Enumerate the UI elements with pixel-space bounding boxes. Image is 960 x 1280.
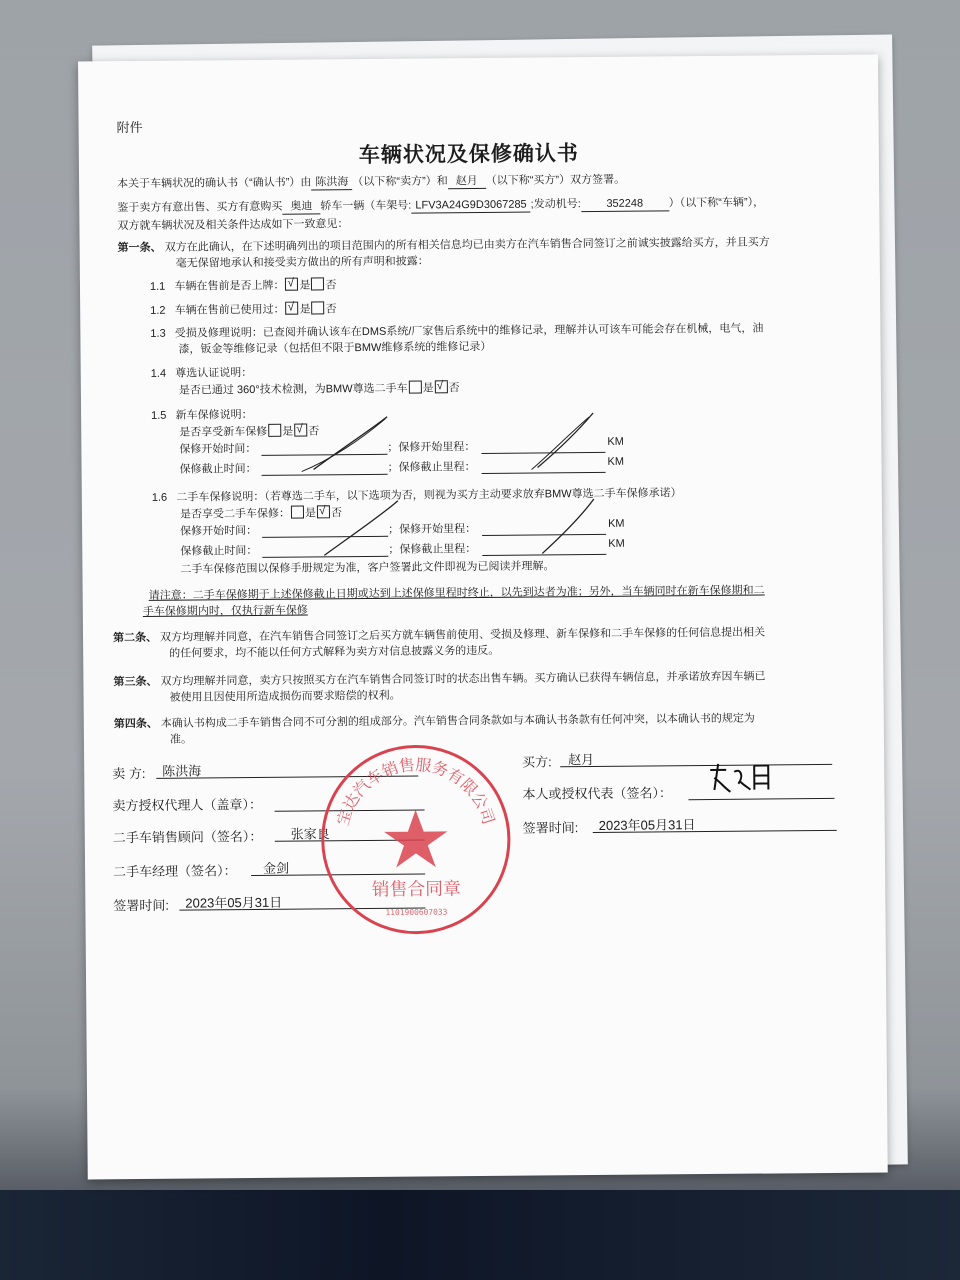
intro-text-c: （以下称“买方”）双方签署。 bbox=[485, 173, 626, 187]
item-1-3-num: 1.3 bbox=[150, 327, 166, 340]
attachment-label: 附件 bbox=[116, 119, 143, 136]
item-1-3-text-2: 漆，钣金等维修记录（包括但不限于BMW维修系统的维修记录） bbox=[178, 340, 492, 356]
item-1-4-line-1 bbox=[151, 366, 253, 381]
buyer-value: 赵月 bbox=[568, 752, 595, 768]
intro-line-3: 双方就车辆状况及相关条件达成如下一致意见： bbox=[117, 218, 349, 233]
signature-stroke-1 bbox=[710, 764, 730, 792]
strike-mark-1-6-left bbox=[324, 501, 398, 556]
item-1-5-start-km-label: ；保修开始里程： bbox=[387, 441, 476, 454]
item-1-6-end-km-unit: KM bbox=[608, 537, 625, 550]
item-1-4-title: 尊选认证说明： bbox=[175, 366, 253, 380]
intro-text-f: ;发动机号: bbox=[530, 198, 581, 211]
item-1-5-start-time-label: 保修开始时间： bbox=[179, 442, 257, 456]
item-1-1-yes-checkbox[interactable] bbox=[285, 278, 298, 291]
seller-date-label: 签署时间: bbox=[113, 897, 170, 914]
buyer-field[interactable] bbox=[560, 763, 832, 767]
item-1-5-yes-checkbox[interactable] bbox=[268, 424, 281, 437]
item-1-6-end-km-label: ；保修截止里程： bbox=[388, 543, 477, 556]
item-1-5-title: 新车保修说明： bbox=[175, 408, 253, 422]
item-1-5-question bbox=[179, 423, 319, 439]
article4-label: 第四条、 bbox=[113, 717, 158, 731]
seller-value: 陈洪海 bbox=[162, 763, 202, 779]
article1-line-1 bbox=[118, 235, 770, 255]
intro-line-1 bbox=[117, 173, 625, 192]
item-1-5-yes-label: 是 bbox=[282, 425, 294, 438]
item-1-6-scope: 二手车保修范围以保修手册规定为准，客户签署此文件即视为已阅读并理解。 bbox=[180, 560, 555, 576]
item-1-1 bbox=[150, 277, 337, 294]
article2-text-2: 的任何要求，均不能以任何方式解释为卖方对信息披露义务的违反。 bbox=[169, 644, 500, 660]
company-seal-stamp bbox=[316, 740, 516, 940]
intro-text-a: 本关于车辆状况的确认书（“确认书”）由 bbox=[117, 176, 312, 191]
item-1-4-text: 是否已通过 360°技术检测，为BMW尊选二手车 bbox=[178, 382, 408, 397]
item-1-2 bbox=[150, 301, 337, 318]
item-1-6-yes-label: 是 bbox=[304, 507, 317, 520]
item-1-6-title: 二手车保修说明：（若尊选二手车，以下选项为否，则视为买方主动要求放弃BMW尊选二手车保修承诺） bbox=[176, 487, 682, 504]
buyer-label: 买方: bbox=[522, 754, 552, 770]
stamp-code: 1101900607033 bbox=[385, 907, 448, 918]
buyer-date-label: 签署时间: bbox=[522, 820, 579, 836]
item-1-5-line-1 bbox=[151, 408, 253, 423]
item-1-1-yes-label: 是 bbox=[299, 279, 311, 292]
item-1-4-num: 1.4 bbox=[150, 367, 167, 380]
document-page bbox=[78, 55, 888, 1180]
floor-background bbox=[0, 1190, 960, 1280]
item-1-2-text: 车辆在售前已使用过： bbox=[174, 303, 285, 317]
manager-label: 二手车经理（签名）： bbox=[113, 863, 237, 880]
intro-text-g: ）（以下称“车辆”）， bbox=[668, 196, 765, 210]
item-1-6-start-time-label: 保修开始时间： bbox=[180, 524, 258, 538]
item-1-6-start-km-unit: KM bbox=[608, 517, 625, 530]
item-1-1-no-checkbox[interactable] bbox=[311, 277, 324, 290]
article4-text-2: 准。 bbox=[169, 733, 192, 746]
strike-mark-1-5-right-b bbox=[531, 417, 589, 470]
stamp-center-text: 销售合同章 bbox=[371, 878, 461, 901]
article1-text-1: 双方在此确认，在下述明确列出的项目范围内的所有相关信息均已由卖方在汽车销售合同签订之前诚实披露给买方，并且买方 bbox=[164, 236, 770, 254]
intro-text-b: （以下称“卖方”）和 bbox=[352, 175, 448, 189]
item-1-3-text-1: 受损及修理说明：已查阅并确认该车在DMS系统/厂家售后系统中的维修记录，理解并认可该车可能会存在机械，电气，油 bbox=[174, 322, 764, 340]
buyer-rep-label: 本人或授权代表（签名）： bbox=[522, 785, 673, 802]
item-1-2-no-label: 否 bbox=[325, 303, 337, 316]
intro-text-e: 轿车一辆（车架号: bbox=[320, 199, 412, 213]
article3-label: 第三条、 bbox=[113, 675, 158, 689]
item-1-2-yes-checkbox[interactable] bbox=[286, 302, 299, 315]
item-1-4-yes-label: 是 bbox=[422, 382, 434, 395]
item-1-4-no-checkbox[interactable] bbox=[435, 380, 448, 393]
article4-line-1 bbox=[114, 712, 755, 732]
article3-text-1: 双方均理解并同意，卖方只按照买方在汽车销售合同签订时的状态出售车辆。买方确认已获得车辆信息，并承诺放弃因车辆已 bbox=[160, 670, 766, 688]
item-1-1-text: 车辆在售前是否上牌： bbox=[174, 279, 285, 293]
article3-line-1 bbox=[113, 670, 765, 690]
seller-label: 卖 方: bbox=[112, 765, 146, 782]
item-1-6-end-time-label: 保修截止时间： bbox=[180, 544, 258, 558]
item-1-5-end-time-label: 保修截止时间： bbox=[179, 462, 257, 476]
manager-value: 金剑 bbox=[262, 860, 290, 876]
item-1-6-question-text: 是否享受二手车保修： bbox=[179, 507, 291, 521]
article1-text-2: 毫无保留地承认和接受卖方做出的所有声明和披露： bbox=[175, 255, 429, 270]
item-1-5-end-km-label: ；保修截止里程： bbox=[387, 461, 476, 474]
article4-text-1: 本确认书构成二手车销售合同不可分割的组成部分。汽车销售合同条款如与本确认书条款有任何冲突，以本确认书的规定为 bbox=[160, 712, 755, 730]
item-1-5-no-label: 否 bbox=[308, 425, 320, 438]
item-1-4-yes-checkbox[interactable] bbox=[409, 381, 422, 394]
article2-label: 第二条、 bbox=[112, 631, 158, 645]
signature-stroke-3 bbox=[754, 765, 768, 789]
item-1-5-question-text: 是否享受新车保修 bbox=[179, 425, 268, 439]
item-1-5-end-km-unit: KM bbox=[607, 455, 625, 468]
agent-label: 卖方授权代理人（盖章）： bbox=[112, 796, 263, 814]
intro-buyer-name: 赵月 bbox=[448, 174, 486, 189]
item-1-6-no-label: 否 bbox=[330, 507, 343, 520]
item-1-5-start-km-unit: KM bbox=[607, 435, 624, 448]
item-1-2-num: 1.2 bbox=[150, 304, 166, 317]
handwritten-strike-marks bbox=[301, 407, 602, 580]
seller-date-value: 2023年05月31日 bbox=[185, 894, 283, 911]
consultant-label: 二手车销售顾问（签名）： bbox=[112, 828, 263, 846]
consultant-value: 张家良 bbox=[290, 826, 330, 842]
document-title: 车辆状况及保修确认书 bbox=[358, 142, 579, 168]
buyer-handwritten-signature bbox=[704, 759, 784, 800]
item-1-4-line-2 bbox=[179, 380, 460, 397]
intro-line-2 bbox=[117, 196, 764, 217]
item-1-1-num: 1.1 bbox=[149, 280, 166, 293]
notice-line-2: 手车保修期内时，仅执行新车保修 bbox=[142, 604, 308, 618]
item-1-3-line-1 bbox=[150, 322, 763, 341]
intro-engine-no: 352248 bbox=[581, 196, 669, 212]
signature-stroke-2 bbox=[734, 771, 750, 790]
article1-label: 第一条、 bbox=[117, 241, 162, 255]
item-1-6-num: 1.6 bbox=[151, 491, 168, 504]
intro-text-d: 鉴于卖方有意出售、买方有意购买 bbox=[117, 200, 283, 215]
intro-seller-name: 陈洪海 bbox=[311, 175, 352, 190]
intro-brand: 奥迪 bbox=[282, 199, 320, 214]
item-1-6-start-km-label: ；保修开始里程： bbox=[388, 523, 477, 536]
article2-line-1 bbox=[113, 626, 765, 646]
article3-text-2: 被使用且因使用所造成损伤而要求赔偿的权利。 bbox=[169, 689, 401, 704]
intro-vin: LFV3A24G9D3067285 bbox=[411, 198, 530, 214]
item-1-1-no-label: 否 bbox=[325, 279, 337, 292]
article2-text-1: 双方均理解并同意，在汽车销售合同签订之后买方就车辆售前使用、受损及修理、新车保修和二手车保修的任何信息提出相关 bbox=[160, 626, 766, 644]
strike-mark-1-6-right bbox=[542, 499, 594, 553]
item-1-2-yes-label: 是 bbox=[299, 303, 311, 316]
stamp-company-name-path: 宝达汽车销售服务有限公司 bbox=[332, 754, 499, 828]
buyer-date-value: 2023年05月31日 bbox=[598, 817, 696, 833]
strike-mark-1-5-left bbox=[313, 417, 387, 470]
item-1-4-no-label: 否 bbox=[448, 382, 460, 395]
item-1-5-num: 1.5 bbox=[151, 409, 167, 422]
item-1-2-no-checkbox[interactable] bbox=[312, 301, 325, 314]
notice-line-1: 请注意：二手车保修期于上述保修截止日期或达到上述保修里程时终止，以先到达者为准；另外，当车辆同时在新车保修期和二 bbox=[148, 584, 765, 602]
stamp-star-icon bbox=[384, 810, 448, 868]
